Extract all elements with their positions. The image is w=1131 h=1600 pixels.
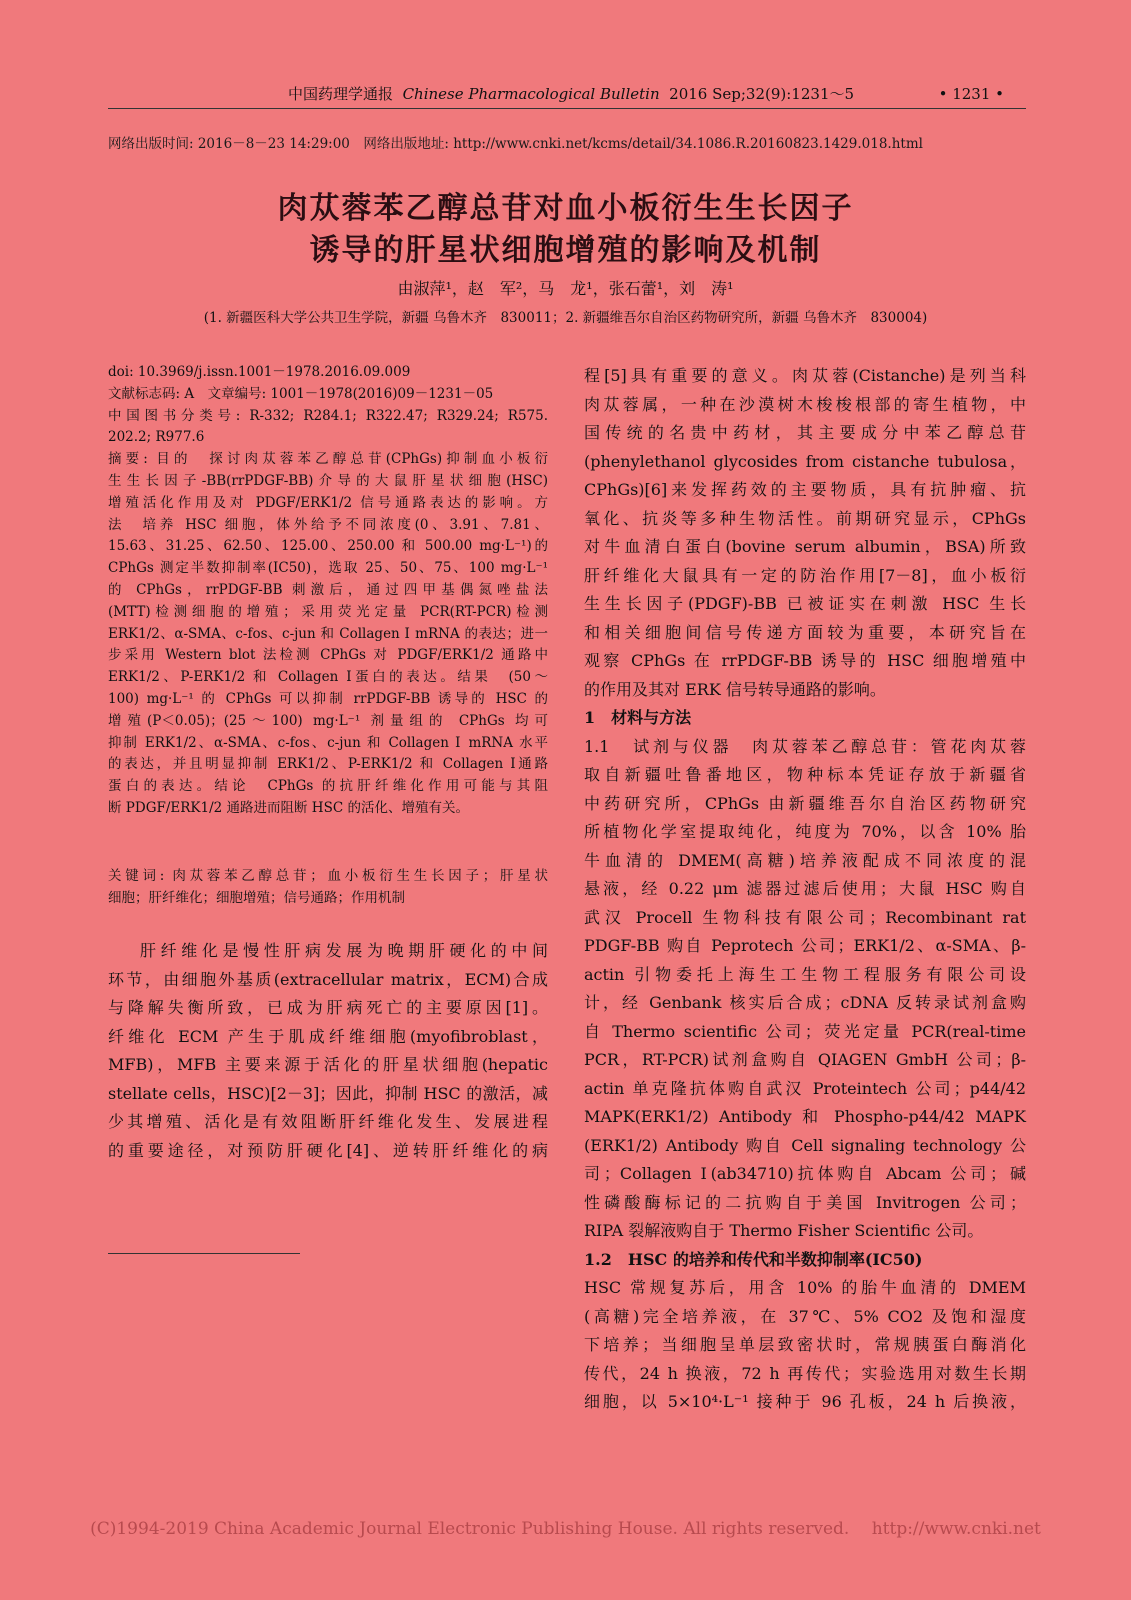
body-line: 所植物化学室提取纯化，纯度为 70%，以含 10% 胎 (584, 822, 1026, 841)
abstract-line: 步采用 Western blot 法检测 CPhGs 对 PDGF/ERK1/2 通路中 (108, 647, 548, 664)
intro-line: 少其增殖、活化是有效阻断肝纤维化发生、发展进程 (108, 1112, 548, 1132)
body-line: (ERK1/2) Antibody 购自 Cell signaling technology 公 (584, 1135, 1026, 1155)
running-header (108, 80, 1026, 108)
keywords-line: 细胞；肝纤维化；细胞增殖；信号通路；作用机制 (108, 889, 405, 906)
body-line: (高糖)完全培养液，在 37℃、5% CO2 及饱和湿度 (584, 1306, 1026, 1326)
body-line: 悬液，经 0.22 μm 滤器过滤后使用；大鼠 HSC 购自 (584, 879, 1026, 898)
body-line: 牛血清的 DMEM(高糖)培养液配成不同浓度的混 (584, 850, 1026, 870)
body-line: MAPK(ERK1/2) Antibody 和 Phospho-p44/42 MAPK (584, 1107, 1026, 1126)
intro-line: stellate cells，HSC)[2－3]；因此，抑制 HSC 的激活，减 (108, 1083, 548, 1103)
keywords (108, 866, 548, 910)
intro-line: 肝纤维化是慢性肝病发展为晚期肝硬化的中间 (140, 941, 548, 961)
section-heading: 1 材料与方法 (584, 708, 692, 727)
body-line: PCR，RT-PCR)试剂盒购自 QIAGEN GmbH 公司；β- (584, 1050, 1026, 1069)
abstract-line: 摘要: 目的 探讨肉苁蓉苯乙醇总苷(CPhGs)抑制血小板衍 (108, 451, 548, 468)
body-line: 的作用及其对 ERK 信号转导通路的影响。 (584, 679, 886, 699)
intro-line: 环节，由细胞外基质(extracellular matrix，ECM)合成 (108, 969, 548, 989)
body-line: 氧化、抗炎等多种生物活性。前期研究显示，CPhGs (584, 508, 1026, 528)
abstract-line: ERK1/2、P-ERK1/2 和 Collagen Ⅰ蛋白的表达。结果 (50～ (108, 669, 548, 686)
body-line: actin 单克隆抗体购自武汉 Proteintech 公司；p44/42 (584, 1078, 1026, 1098)
doi: doi: 10.3969/j.issn.1001－1978.2016.09.009 (108, 364, 411, 380)
body-line: 下培养；当细胞呈单层致密状时，常规胰蛋白酶消化 (584, 1335, 1026, 1354)
body-line: 1.1 试剂与仪器 肉苁蓉苯乙醇总苷：管花肉苁蓉 (584, 736, 1026, 756)
abstract-line: 蛋白的表达。结论 CPhGs 的抗肝纤维化作用可能与其阻 (108, 778, 548, 795)
body-line: HSC 常规复苏后，用含 10% 的胎牛血清的 DMEM (584, 1278, 1026, 1297)
right-column (584, 362, 1026, 1417)
body-line: (phenylethanol glycosides from cistanche tubulosa， (584, 451, 1026, 471)
abstract-line: 15.63、31.25、62.50、125.00、250.00 和 500.00 mg·L⁻¹)的 (108, 538, 548, 555)
body-line: RIPA 裂解液购自于 Thermo Fisher Scientific 公司。 (584, 1221, 984, 1240)
abstract (108, 449, 548, 820)
page-number: • 1231 • (938, 85, 1004, 103)
intro-line: MFB)，MFB 主要来源于活化的肝星状细胞(hepatic (108, 1055, 548, 1075)
body-line: 武汉 Procell 生物科技有限公司；Recombinant rat (584, 907, 1026, 927)
body-line: 国传统的名贵中药材，其主要成分中苯乙醇总苷 (584, 423, 1026, 442)
journal-name-en: Chinese Pharmacological Bulletin (402, 85, 660, 103)
body-line: 司；Collagen Ⅰ(ab34710)抗体购自 Abcam 公司；碱 (584, 1164, 1026, 1183)
abstract-line: ERK1/2、α-SMA、c-fos、c-jun 和 Collagen Ⅰ mRNA 的表达；进一 (108, 625, 548, 642)
abstract-line: 生生长因子-BB(rrPDGF-BB)介导的大鼠肝星状细胞(HSC) (108, 472, 548, 489)
introduction (108, 937, 548, 1165)
body-line: 性磷酸酶标记的二抗购自于美国 Invitrogen 公司； (584, 1192, 1026, 1212)
abstract-line: 增殖活化作用及对 PDGF/ERK1/2 信号通路表达的影响。方 (108, 494, 548, 511)
footnote-divider (108, 1253, 300, 1254)
body-line: PDGF-BB 购自 Peprotech 公司；ERK1/2、α-SMA、β- (584, 936, 1026, 955)
intro-line: 纤维化 ECM 产生于肌成纤维细胞(myofibroblast， (108, 1026, 548, 1046)
author-list: 由淑萍¹，赵 军²，马 龙¹，张石蕾¹，刘 涛¹ (397, 279, 734, 298)
body-line: 中药研究所，CPhGs 由新疆维吾尔自治区药物研究 (584, 793, 1026, 813)
body-line: 对牛血清白蛋白(bovine serum albumin，BSA)所致 (584, 537, 1026, 556)
abstract-line: 抑制 ERK1/2、α-SMA、c-fos、c-jun 和 Collagen Ⅰ mRNA 水平 (108, 734, 548, 751)
body-line: 自 Thermo scientific 公司；荧光定量 PCR(real-time (584, 1021, 1026, 1041)
journal-issue: 2016 Sep;32(9):1231～5 (669, 85, 855, 103)
body-line: 程[5]具有重要的意义。肉苁蓉(Cistanche)是列当科 (584, 366, 1026, 385)
copyright-watermark: (C)1994-2019 China Academic Journal Electronic Publishing House. All rights reserved. http://www.cnki.net (90, 1519, 1041, 1539)
abstract-line: 的 CPhGs，rrPDGF-BB 刺激后，通过四甲基偶氮唑盐法 (108, 581, 548, 598)
article-title (0, 188, 1131, 272)
body-line: CPhGs)[6]来发挥药效的主要物质，具有抗肿瘤、抗 (584, 480, 1026, 499)
title-line: 诱导的肝星状细胞增殖的影响及机制 (309, 233, 822, 268)
abstract-line: 100) mg·L⁻¹ 的 CPhGs 可以抑制 rrPDGF-BB 诱导的 HSC 的 (108, 690, 548, 707)
subsection-heading: 1.2 HSC 的培养和传代和半数抑制率(IC50) (584, 1249, 923, 1269)
abstract-line: CPhGs 测定半数抑制率(IC50)，选取 25、50、75、100 mg·L⁻¹ (108, 560, 548, 577)
body-line: 细胞，以 5×10⁴·L⁻¹ 接种于 96 孔板，24 h 后换液， (584, 1392, 1026, 1411)
document-code: 文献标志码: A 文章编号: 1001－1978(2016)09－1231－05 (108, 385, 494, 402)
intro-line: 与降解失衡所致，已成为肝病死亡的主要原因[1]。 (108, 998, 548, 1018)
abstract-line: 断 PDGF/ERK1/2 通路进而阻断 HSC 的活化、增殖有关。 (108, 799, 469, 816)
abstract-line: 法 培养 HSC 细胞，体外给予不同浓度(0、3.91、7.81、 (108, 516, 548, 533)
body-line: 生生长因子(PDGF)-BB 已被证实在刺激 HSC 生长 (584, 594, 1026, 613)
journal-name-cn: 中国药理学通报 (288, 85, 394, 103)
abstract-line: 的表达，并且明显抑制 ERK1/2、P-ERK1/2 和 Collagen Ⅰ通路 (108, 756, 548, 773)
body-line: actin 引物委托上海生工生物工程服务有限公司设 (584, 964, 1026, 984)
abstract-line: 增殖(P＜0.05)；(25～100) mg·L⁻¹ 剂量组的 CPhGs 均可 (108, 712, 548, 729)
abstract-line: (MTT)检测细胞的增殖；采用荧光定量 PCR(RT-PCR)检测 (108, 603, 548, 620)
body-line: 观察 CPhGs 在 rrPDGF-BB 诱导的 HSC 细胞增殖中 (584, 651, 1026, 670)
body-line: 传代，24 h 换液，72 h 再传代；实验选用对数生长期 (584, 1363, 1026, 1383)
classification-number-cont: 202.2; R977.6 (108, 429, 205, 446)
author-affiliation: (1. 新疆医科大学公共卫生学院，新疆 乌鲁木齐 830011；2. 新疆维吾尔自治区药物研究所，新疆 乌鲁木齐 830004) (203, 310, 928, 326)
keywords-line: 关键词: 肉苁蓉苯乙醇总苷；血小板衍生生长因子；肝星状 (108, 867, 548, 884)
body-line: 肝纤维化大鼠具有一定的防治作用[7－8]，血小板衍 (584, 565, 1026, 585)
left-column (108, 362, 548, 1165)
body-line: 和相关细胞间信号传递方面较为重要，本研究旨在 (584, 622, 1026, 642)
online-publication-line: 网络出版时间: 2016－8－23 14:29:00 网络出版地址: http://www.cnki.net/kcms/detail/34.1086.R.20160823.1429.018.html (108, 136, 923, 152)
classification-number: 中国图书分类号: R-332; R284.1; R322.47; R329.24; R575. (108, 407, 548, 424)
body-line: 肉苁蓉属，一种在沙漠树木梭梭根部的寄生植物，中 (584, 394, 1026, 414)
body-line: 计，经 Genbank 核实后合成；cDNA 反转录试剂盒购 (584, 993, 1026, 1012)
header-divider (108, 108, 1026, 109)
title-line: 肉苁蓉苯乙醇总苷对血小板衍生生长因子 (277, 191, 854, 226)
intro-line: 的重要途径，对预防肝硬化[4]、逆转肝纤维化的病 (108, 1140, 548, 1160)
body-line: 取自新疆吐鲁番地区，物种标本凭证存放于新疆省 (584, 765, 1026, 784)
